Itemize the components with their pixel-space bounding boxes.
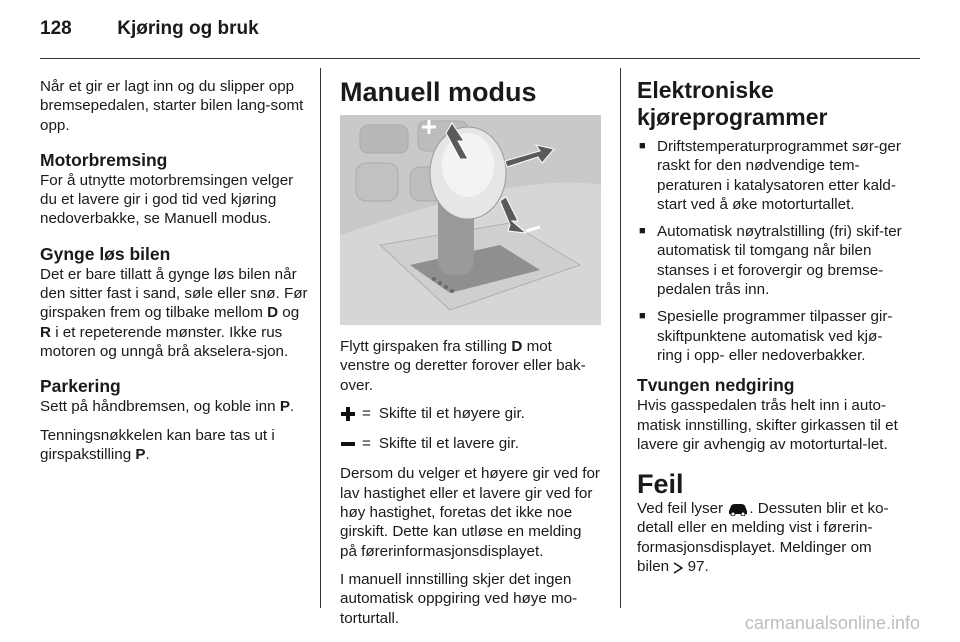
manual-paragraph: I manuell innstilling skjer det ingen automatisk oppgiring ved høye mo-torturtall. [340, 570, 578, 627]
column-divider-1 [320, 68, 321, 608]
minus-row [340, 434, 602, 453]
parkering-heading: Parkering [40, 376, 121, 397]
intro-paragraph: Når et gir er lagt inn og du slipper opp bremsepedalen, starter bilen lang-somt opp. [40, 78, 304, 134]
page-title: Kjøring og bruk [117, 18, 259, 39]
page-reference-icon [673, 562, 683, 574]
feil-text: Ved feil lyser . Dessuten blir et ko-detall eller en melding vist i førerin-formasjonsdisplayet. Meldinger om bilen 97. [637, 500, 889, 576]
motorbremsing-heading: Motorbremsing [40, 149, 168, 170]
plus-sign-icon [340, 406, 356, 422]
header-rule [40, 58, 920, 59]
plus-row [340, 404, 602, 423]
gear-shift-illustration [340, 115, 601, 325]
list-item: ■ Driftstemperaturprogrammet sør-ger raskt for den nødvendige tem-peraturen i katalysatoren etter kald-start ved å øke motorturtallet. [637, 137, 903, 214]
equals-sign-2: = [362, 435, 371, 453]
gear-p: P [279, 398, 290, 416]
key-text: Tenningsnøkkelen kan bare tas ut i girspakstilling P. [40, 426, 275, 463]
gear-p-2: P [135, 445, 146, 463]
page-number: 128 [40, 18, 72, 39]
minus-text: Skifte til et lavere gir. [378, 435, 519, 453]
gear-d: D [267, 304, 279, 322]
page-header [40, 18, 259, 40]
shift-paragraph: Dersom du velger et høyere gir ved for lav hastighet eller et lavere gir ved for høy hastighet, foretas det ikke noe girskift. Dette kan utløse en melding på førerinformasjonsdisplayet. [340, 465, 600, 560]
motorbremsing-text: For å utnytte motorbremsingen velger du et lavere gir i god tid ved kjøring nedoverbakke, se Manuell modus. [40, 171, 294, 228]
gear-r: R [40, 323, 51, 341]
tvungen-text: Hvis gasspedalen trås helt inn i auto-matisk innstilling, skifter girkassen til et lavere gir avhengig av motorturtal-let. [637, 397, 898, 453]
list-item: ■ Spesielle programmer tilpasser gir-skiftpunktene automatisk ved kjø-ring i opp- eller nedoverbakker. [637, 307, 903, 365]
watermark: carmanualsonline.info [744, 613, 920, 633]
manuell-modus-heading: Manuell modus [340, 77, 537, 107]
gear-d-2: D [511, 338, 523, 355]
parkering-text: Sett på håndbremsen, og koble inn P. [40, 398, 295, 416]
gynge-text: Det er bare tillatt å gynge løs bilen når den sitter fast i sand, søle eller snø. Før girspaken frem og tilbake mellom D og R i et repeterende mønster. Ikke rus motoren og unngå brå akselera-sjon. [40, 265, 308, 360]
column-1 [40, 77, 312, 473]
feil-heading: Feil [637, 469, 684, 500]
gear-shift-image [340, 115, 601, 325]
column-2 [340, 77, 602, 637]
program-list [637, 137, 903, 365]
car-fault-icon [727, 502, 749, 516]
plus-text: Skifte til et høyere gir. [378, 404, 525, 422]
column-divider-2 [620, 68, 621, 608]
gynge-heading: Gynge løs bilen [40, 243, 171, 264]
equals-sign: = [362, 404, 371, 422]
list-item: ■ Automatisk nøytralstilling (fri) skif-ter automatisk til tomgang når bilen stanses i et forovergir og bremse-pedalen trås inn. [637, 222, 903, 299]
move-text: Flytt girspaken fra stilling D mot venstre og deretter forover eller bak-over. [340, 338, 586, 394]
tvungen-heading: Tvungen nedgiring [637, 375, 795, 396]
elektroniske-heading: Elektroniske kjøreprogrammer [637, 77, 828, 130]
column-3 [637, 77, 903, 585]
minus-sign-icon [340, 436, 356, 452]
